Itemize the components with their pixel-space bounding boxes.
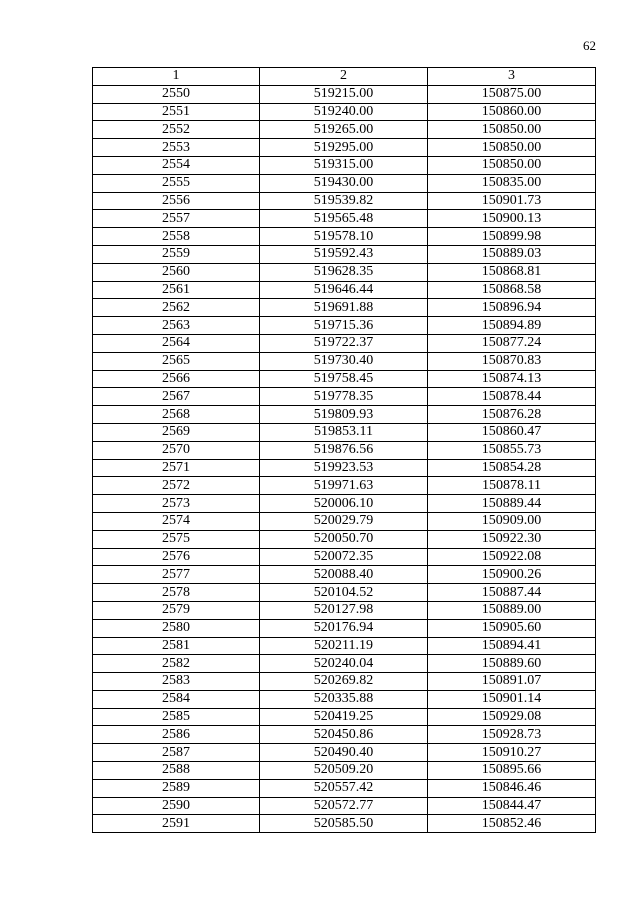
point-number-cell: 2560	[93, 263, 260, 281]
table-row	[93, 388, 596, 406]
y-coordinate-cell: 150878.11	[428, 477, 596, 495]
coordinates-table	[92, 67, 596, 833]
x-coordinate-cell: 519565.48	[260, 210, 428, 228]
x-coordinate-cell: 519265.00	[260, 121, 428, 139]
y-coordinate-cell: 150889.00	[428, 601, 596, 619]
table-row	[93, 637, 596, 655]
x-coordinate-cell: 520029.79	[260, 512, 428, 530]
y-coordinate-cell: 150850.00	[428, 156, 596, 174]
point-number-cell: 2589	[93, 779, 260, 797]
x-coordinate-cell: 519215.00	[260, 85, 428, 103]
table-row	[93, 726, 596, 744]
point-number-cell: 2590	[93, 797, 260, 815]
table-row	[93, 299, 596, 317]
point-number-cell: 2584	[93, 690, 260, 708]
table-row	[93, 797, 596, 815]
x-coordinate-cell: 519240.00	[260, 103, 428, 121]
y-coordinate-cell: 150877.24	[428, 334, 596, 352]
x-coordinate-cell: 519853.11	[260, 423, 428, 441]
y-coordinate-cell: 150922.30	[428, 530, 596, 548]
x-coordinate-cell: 519578.10	[260, 228, 428, 246]
x-coordinate-cell: 519923.53	[260, 459, 428, 477]
y-coordinate-cell: 150889.44	[428, 495, 596, 513]
x-coordinate-cell: 520585.50	[260, 815, 428, 833]
table-row	[93, 441, 596, 459]
y-coordinate-cell: 150889.03	[428, 245, 596, 263]
table-row	[93, 779, 596, 797]
y-coordinate-cell: 150900.13	[428, 210, 596, 228]
x-coordinate-cell: 519691.88	[260, 299, 428, 317]
y-coordinate-cell: 150852.46	[428, 815, 596, 833]
y-coordinate-cell: 150900.26	[428, 566, 596, 584]
y-coordinate-cell: 150860.47	[428, 423, 596, 441]
x-coordinate-cell: 520572.77	[260, 797, 428, 815]
table-row	[93, 708, 596, 726]
y-coordinate-cell: 150928.73	[428, 726, 596, 744]
x-coordinate-cell: 519592.43	[260, 245, 428, 263]
point-number-cell: 2561	[93, 281, 260, 299]
x-coordinate-cell: 520088.40	[260, 566, 428, 584]
table-row	[93, 192, 596, 210]
y-coordinate-cell: 150846.46	[428, 779, 596, 797]
table-row	[93, 281, 596, 299]
table-row	[93, 477, 596, 495]
point-number-cell: 2568	[93, 406, 260, 424]
point-number-cell: 2552	[93, 121, 260, 139]
table-row	[93, 370, 596, 388]
point-number-cell: 2588	[93, 762, 260, 780]
y-coordinate-cell: 150901.14	[428, 690, 596, 708]
x-coordinate-cell: 519722.37	[260, 334, 428, 352]
point-number-cell: 2555	[93, 174, 260, 192]
point-number-cell: 2559	[93, 245, 260, 263]
table-row	[93, 352, 596, 370]
table-row	[93, 601, 596, 619]
point-number-cell: 2565	[93, 352, 260, 370]
table-row	[93, 103, 596, 121]
x-coordinate-cell: 520211.19	[260, 637, 428, 655]
y-coordinate-cell: 150875.00	[428, 85, 596, 103]
y-coordinate-cell: 150887.44	[428, 584, 596, 602]
y-coordinate-cell: 150868.58	[428, 281, 596, 299]
x-coordinate-cell: 519628.35	[260, 263, 428, 281]
y-coordinate-cell: 150835.00	[428, 174, 596, 192]
table-row	[93, 566, 596, 584]
table-row	[93, 139, 596, 157]
column-header-2: 2	[260, 68, 428, 86]
point-number-cell: 2554	[93, 156, 260, 174]
x-coordinate-cell: 519295.00	[260, 139, 428, 157]
column-header-1: 1	[93, 68, 260, 86]
y-coordinate-cell: 150899.98	[428, 228, 596, 246]
y-coordinate-cell: 150909.00	[428, 512, 596, 530]
point-number-cell: 2578	[93, 584, 260, 602]
point-number-cell: 2563	[93, 317, 260, 335]
y-coordinate-cell: 150868.81	[428, 263, 596, 281]
table-row	[93, 174, 596, 192]
point-number-cell: 2585	[93, 708, 260, 726]
point-number-cell: 2583	[93, 673, 260, 691]
table-row	[93, 406, 596, 424]
point-number-cell: 2558	[93, 228, 260, 246]
x-coordinate-cell: 520050.70	[260, 530, 428, 548]
y-coordinate-cell: 150929.08	[428, 708, 596, 726]
point-number-cell: 2572	[93, 477, 260, 495]
y-coordinate-cell: 150855.73	[428, 441, 596, 459]
x-coordinate-cell: 520509.20	[260, 762, 428, 780]
table-row	[93, 744, 596, 762]
y-coordinate-cell: 150878.44	[428, 388, 596, 406]
table-row	[93, 815, 596, 833]
point-number-cell: 2571	[93, 459, 260, 477]
table-row	[93, 673, 596, 691]
table-row	[93, 690, 596, 708]
point-number-cell: 2556	[93, 192, 260, 210]
x-coordinate-cell: 520006.10	[260, 495, 428, 513]
point-number-cell: 2550	[93, 85, 260, 103]
y-coordinate-cell: 150876.28	[428, 406, 596, 424]
y-coordinate-cell: 150910.27	[428, 744, 596, 762]
point-number-cell: 2576	[93, 548, 260, 566]
y-coordinate-cell: 150854.28	[428, 459, 596, 477]
point-number-cell: 2579	[93, 601, 260, 619]
y-coordinate-cell: 150891.07	[428, 673, 596, 691]
x-coordinate-cell: 519730.40	[260, 352, 428, 370]
y-coordinate-cell: 150896.94	[428, 299, 596, 317]
table-row	[93, 156, 596, 174]
table-row	[93, 512, 596, 530]
point-number-cell: 2577	[93, 566, 260, 584]
point-number-cell: 2575	[93, 530, 260, 548]
y-coordinate-cell: 150894.89	[428, 317, 596, 335]
x-coordinate-cell: 520450.86	[260, 726, 428, 744]
y-coordinate-cell: 150874.13	[428, 370, 596, 388]
table-row	[93, 210, 596, 228]
y-coordinate-cell: 150870.83	[428, 352, 596, 370]
x-coordinate-cell: 519809.93	[260, 406, 428, 424]
x-coordinate-cell: 519876.56	[260, 441, 428, 459]
column-header-3: 3	[428, 68, 596, 86]
table-row	[93, 121, 596, 139]
y-coordinate-cell: 150922.08	[428, 548, 596, 566]
page-number: 62	[583, 38, 596, 53]
point-number-cell: 2580	[93, 619, 260, 637]
point-number-cell: 2564	[93, 334, 260, 352]
x-coordinate-cell: 519758.45	[260, 370, 428, 388]
x-coordinate-cell: 519715.36	[260, 317, 428, 335]
table-row	[93, 495, 596, 513]
x-coordinate-cell: 520176.94	[260, 619, 428, 637]
table-row	[93, 655, 596, 673]
table-row	[93, 317, 596, 335]
x-coordinate-cell: 520240.04	[260, 655, 428, 673]
table-row	[93, 423, 596, 441]
x-coordinate-cell: 519539.82	[260, 192, 428, 210]
point-number-cell: 2586	[93, 726, 260, 744]
table-row	[93, 459, 596, 477]
point-number-cell: 2591	[93, 815, 260, 833]
table-body	[93, 85, 596, 832]
table-row	[93, 263, 596, 281]
x-coordinate-cell: 519430.00	[260, 174, 428, 192]
x-coordinate-cell: 520335.88	[260, 690, 428, 708]
table-row	[93, 548, 596, 566]
point-number-cell: 2562	[93, 299, 260, 317]
table-row	[93, 762, 596, 780]
point-number-cell: 2553	[93, 139, 260, 157]
x-coordinate-cell: 519778.35	[260, 388, 428, 406]
x-coordinate-cell: 519646.44	[260, 281, 428, 299]
point-number-cell: 2566	[93, 370, 260, 388]
point-number-cell: 2582	[93, 655, 260, 673]
y-coordinate-cell: 150889.60	[428, 655, 596, 673]
table-row	[93, 245, 596, 263]
x-coordinate-cell: 520104.52	[260, 584, 428, 602]
y-coordinate-cell: 150894.41	[428, 637, 596, 655]
x-coordinate-cell: 520490.40	[260, 744, 428, 762]
point-number-cell: 2587	[93, 744, 260, 762]
table-header-row	[93, 68, 596, 86]
y-coordinate-cell: 150901.73	[428, 192, 596, 210]
y-coordinate-cell: 150860.00	[428, 103, 596, 121]
point-number-cell: 2573	[93, 495, 260, 513]
table-row	[93, 228, 596, 246]
x-coordinate-cell: 520557.42	[260, 779, 428, 797]
x-coordinate-cell: 519971.63	[260, 477, 428, 495]
point-number-cell: 2557	[93, 210, 260, 228]
table-row	[93, 530, 596, 548]
y-coordinate-cell: 150895.66	[428, 762, 596, 780]
y-coordinate-cell: 150844.47	[428, 797, 596, 815]
point-number-cell: 2569	[93, 423, 260, 441]
x-coordinate-cell: 520072.35	[260, 548, 428, 566]
point-number-cell: 2567	[93, 388, 260, 406]
table-row	[93, 85, 596, 103]
x-coordinate-cell: 520269.82	[260, 673, 428, 691]
table-row	[93, 334, 596, 352]
table-row	[93, 584, 596, 602]
y-coordinate-cell: 150850.00	[428, 139, 596, 157]
point-number-cell: 2581	[93, 637, 260, 655]
y-coordinate-cell: 150850.00	[428, 121, 596, 139]
y-coordinate-cell: 150905.60	[428, 619, 596, 637]
x-coordinate-cell: 520127.98	[260, 601, 428, 619]
x-coordinate-cell: 520419.25	[260, 708, 428, 726]
point-number-cell: 2551	[93, 103, 260, 121]
x-coordinate-cell: 519315.00	[260, 156, 428, 174]
point-number-cell: 2570	[93, 441, 260, 459]
table-row	[93, 619, 596, 637]
point-number-cell: 2574	[93, 512, 260, 530]
